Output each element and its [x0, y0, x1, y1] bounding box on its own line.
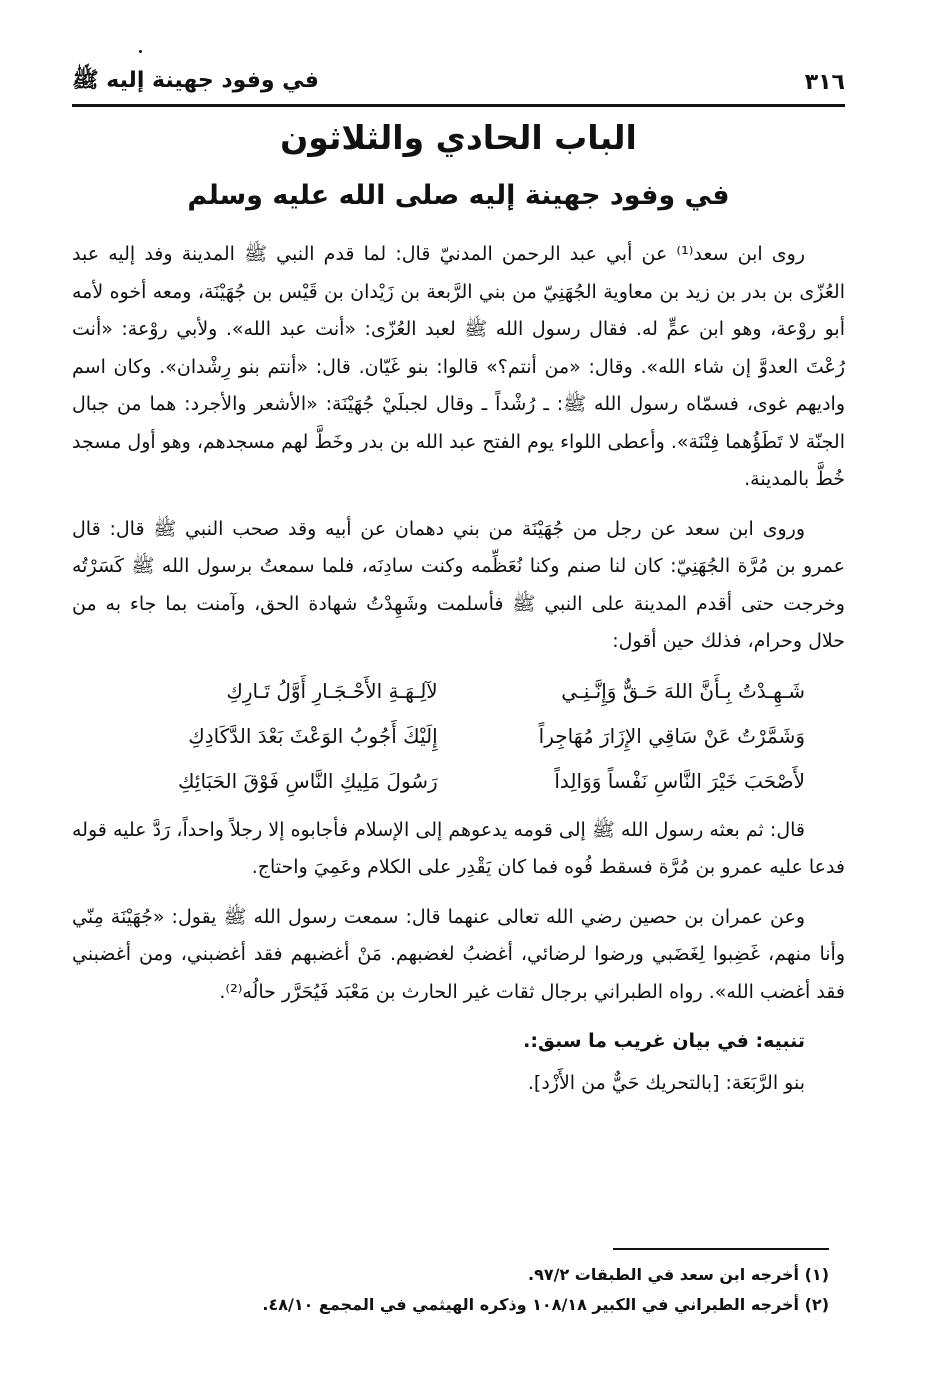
verse-second-hemistich: إِلَيْكَ أَجُوبُ الوَعْثَ بَعْدَ الدَّكَادِكِ [188, 723, 438, 748]
paragraph-ibn-saad: روى ابن سعد⁽¹⁾ عن أبي عبد الرحمن المدنيّ قال: لما قدم النبي ﷺ المدينة وفد إليه عبد العُزّى بن بدر بن زيد بن معاوية الجُهَنِيّ من بني الرَّبعة بن زَيْدان بن قَيْس بن جُهَيْنَة، ومعه أخوه لأمه أبو روْعة، وهو ابن عمٍّ له. فقال رسول الله ﷺ لعبد العُزّى: «أنت عبد الله». ولأبي روْعة: «أنت رُعْتَ العدوَّ إن شاء الله». وقال: «من أنتم؟» قالوا: بنو غَيّان. قال: «أنتم بنو رِشْدان». وكان اسم واديهم غوى، فسمّاه رسول الله ﷺ: ـ رُشْداً ـ وقال لجبلَيْ جُهَيْنَة: «الأشعر والأجرد: هما من جبال الجنّة لا تَطَؤُهما فِتْنَة». وأعطى اللواء يوم الفتح عبد الله بن بدر وخَطَّ لهم مسجدهم، وهو أول مسجد خُطَّ بالمدينة. [72, 243, 845, 490]
footnote-1: (١) أخرجه ابن سعد في الطبقات ٩٧/٢. [527, 1265, 829, 1284]
verse-line [112, 714, 805, 759]
footnote-2: (٢) أخرجه الطبراني في الكبير ١٠٨/١٨ وذكره الهيثمي في المجمع ٤٨/١٠. [262, 1295, 829, 1314]
ink-speck [139, 50, 142, 53]
verse-line [112, 759, 805, 804]
page-header [72, 62, 845, 102]
verse-second-hemistich: رَسُولَ مَلِيكِ النَّاسِ فَوْقَ الحَبَائِكِ [178, 768, 438, 793]
verse-first-hemistich: وَشَمَّرْتُ عَنْ سَاقِي الإِزَارَ مُهَاجِراً [538, 723, 805, 748]
poem-verses [112, 669, 805, 804]
note-heading: تنبيه: في بيان غريب ما سبق:. [523, 1030, 805, 1052]
header-rule [72, 104, 845, 107]
note-definition: بنو الرَّبَعَة: [بالتحريك حَيٌّ من الأَزْد]. [527, 1071, 805, 1094]
verse-first-hemistich: لأَصْحَبَ خَيْرَ النَّاسِ نَفْساً وَوَالِداً [554, 768, 805, 793]
page-number: ٣١٦ [804, 69, 845, 95]
paragraph-imran-hadith: وعن عمران بن حصين رضي الله تعالى عنهما قال: سمعت رسول الله ﷺ يقول: «جُهَيْنَة مِنّي وأنا منهم، غَضِبوا لِغَضَبي ورضوا لرضائي، أغضبُ لغضبهم. مَنْ أغضبهم فقد أغضبني، ومن أغضبني فقد أغضب الله». رواه الطبراني برجال ثقات غير الحارث بن مَعْبَد فَيُحَرَّر حالُه⁽²⁾. [72, 905, 845, 1003]
verse-second-hemistich: لآلِـهَـةِ الأَحْـجَـارِ أَوَّلُ تَـارِكِ [226, 678, 438, 703]
paragraph-mission: قال: ثم بعثه رسول الله ﷺ إلى قومه يدعوهم إلى الإسلام فأجابوه إلا رجلاً واحداً، رَدَّ عليه قوله فدعا عليه عمرو بن مُرَّة فسقط فُوه فما كان يَقْدِر على الكلام وعَمِيَ واحتاج. [72, 818, 845, 878]
verse-line [112, 669, 805, 714]
body-text [72, 236, 845, 1102]
verse-first-hemistich: شَـهِـدْتُ بِـأَنَّ اللهَ حَـقٌّ وَإِنَّـنِـي [561, 678, 805, 703]
chapter-title: الباب الحادي والثلاثون [280, 118, 637, 157]
chapter-subtitle: في وفود جهينة إليه صلى الله عليه وسلم [187, 180, 730, 211]
running-title: في وفود جهينة إليه ﷺ [72, 68, 319, 93]
footnote-separator [613, 1248, 829, 1250]
footnotes [72, 1260, 829, 1320]
paragraph-amr-ibn-murra: وروى ابن سعد عن رجل من جُهَيْنَة من بني دهمان عن أبيه وقد صحب النبي ﷺ قال: قال عمرو بن مُرَّة الجُهَنِيّ: كان لنا صنم وكنا نُعَظِّمه وكنت سادِنَه، فلما سمعتُ برسول الله ﷺ كَسَرْتُه وخرجت حتى أقدم المدينة على النبي ﷺ فأسلمت وشَهِدْتُ شهادة الحق، وآمنت بما جاء به من حلال وحرام، فذلك حين أقول: [72, 517, 845, 652]
